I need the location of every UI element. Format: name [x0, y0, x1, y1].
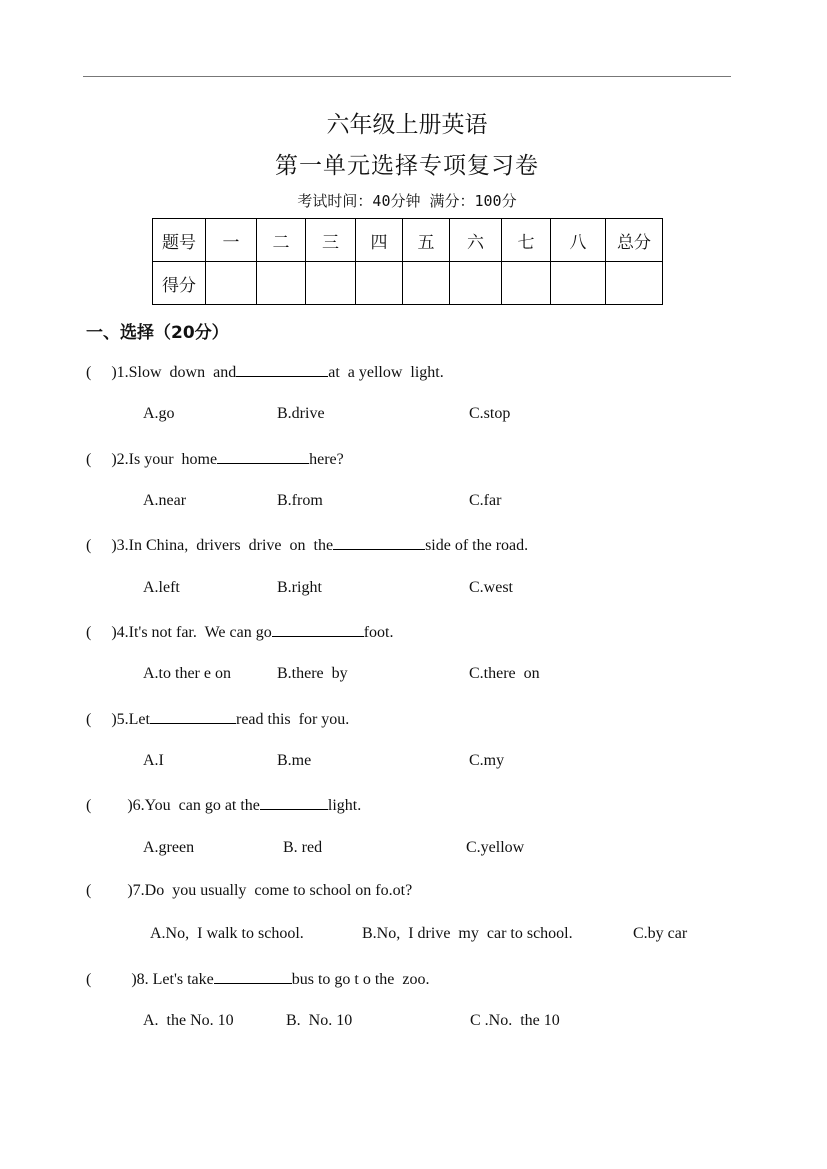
option-c: C.stop — [469, 405, 511, 422]
option-b: B. red — [283, 839, 323, 856]
page-subtitle: 第一单元选择专项复习卷 — [275, 153, 539, 178]
question-5 — [86, 709, 349, 729]
score-entry-cell[interactable] — [502, 262, 551, 305]
question-number: 6. — [132, 797, 145, 814]
question-text: light. — [327, 797, 362, 814]
option-c: C.west — [469, 579, 513, 596]
exam-info: 考试时间：40分钟 满分：100分 — [297, 192, 517, 210]
question-text: Let — [128, 711, 150, 728]
question-text: It's not far. We can go — [128, 624, 272, 641]
option-a: A.to ther e on — [143, 665, 231, 682]
score-entry-cell[interactable] — [356, 262, 403, 305]
question-8 — [86, 969, 430, 989]
answer-blank[interactable] — [236, 362, 328, 377]
question-3 — [86, 535, 528, 555]
option-c: C.yellow — [466, 839, 525, 856]
answer-paren[interactable]: ( ) — [86, 537, 117, 554]
question-text: Let's take — [148, 971, 214, 988]
answer-paren[interactable]: ( ) — [86, 971, 137, 988]
score-entry-cell[interactable] — [206, 262, 257, 305]
question-number: 2. — [116, 451, 129, 468]
question-text: here? — [309, 451, 344, 468]
question-text: Slow down and — [128, 364, 237, 381]
score-entry-cell[interactable] — [403, 262, 450, 305]
answer-blank[interactable] — [150, 709, 236, 724]
option-a: A.No, I walk to school. — [150, 925, 304, 942]
option-b: B.right — [277, 579, 322, 596]
option-b: B.No, I drive my car to school. — [362, 925, 573, 942]
option-a: A.I — [143, 752, 164, 769]
option-b: B.me — [277, 752, 312, 769]
question-text: at a yellow light. — [328, 364, 444, 381]
answer-paren[interactable]: ( ) — [86, 364, 117, 381]
header-rule — [83, 76, 731, 77]
score-table-cell: 五 — [403, 219, 450, 262]
score-table — [152, 218, 663, 305]
score-table-cell: 三 — [306, 219, 356, 262]
score-table-cell: 四 — [356, 219, 403, 262]
question-7 — [86, 882, 412, 900]
question-text: You can go at the — [144, 797, 260, 814]
score-table-cell: 六 — [450, 219, 502, 262]
question-2 — [86, 449, 344, 469]
question-text: Do you usually come to school on fo.ot? — [144, 882, 413, 899]
option-c: C.my — [469, 752, 505, 769]
answer-paren[interactable]: ( ) — [86, 624, 117, 641]
answer-paren[interactable]: ( ) — [86, 451, 117, 468]
option-c: C .No. the 10 — [470, 1012, 560, 1029]
question-number: 8. — [136, 971, 149, 988]
option-b: B.from — [277, 492, 323, 509]
score-entry-cell[interactable] — [606, 262, 663, 305]
question-text: read this for you. — [235, 711, 350, 728]
question-text: bus to go t o the zoo. — [291, 971, 430, 988]
option-a: A.near — [143, 492, 187, 509]
question-number: 4. — [116, 624, 129, 641]
score-table-score-row — [153, 262, 663, 305]
question-number: 3. — [116, 537, 129, 554]
score-table-cell: 总分 — [606, 219, 663, 262]
answer-blank[interactable] — [333, 535, 425, 550]
option-c: C.there on — [469, 665, 540, 682]
score-table-cell: 七 — [502, 219, 551, 262]
question-text: In China, drivers drive on the — [128, 537, 334, 554]
option-a: A.green — [143, 839, 195, 856]
score-entry-cell[interactable] — [306, 262, 356, 305]
option-a: A.left — [143, 579, 180, 596]
option-c: C.by car — [633, 925, 688, 942]
answer-blank[interactable] — [217, 449, 309, 464]
question-4 — [86, 622, 393, 642]
question-number: 5. — [116, 711, 129, 728]
score-table-cell: 二 — [257, 219, 306, 262]
question-text: foot. — [363, 624, 394, 641]
option-b: B. No. 10 — [286, 1012, 353, 1029]
option-c: C.far — [469, 492, 502, 509]
question-number: 1. — [116, 364, 129, 381]
answer-paren[interactable]: ( ) — [86, 711, 117, 728]
section-heading: 一、选择（20分） — [86, 323, 229, 343]
option-b: B.drive — [277, 405, 325, 422]
score-table-cell: 八 — [551, 219, 606, 262]
answer-paren[interactable]: ( ) — [86, 882, 133, 899]
score-entry-cell[interactable] — [257, 262, 306, 305]
score-entry-cell[interactable] — [551, 262, 606, 305]
answer-blank[interactable] — [214, 969, 292, 984]
answer-blank[interactable] — [260, 795, 328, 810]
score-entry-cell[interactable] — [450, 262, 502, 305]
question-text: Is your home — [128, 451, 218, 468]
option-a: A. the No. 10 — [143, 1012, 234, 1029]
question-number: 7. — [132, 882, 145, 899]
score-table-header-row — [153, 219, 663, 262]
question-6 — [86, 795, 361, 815]
answer-paren[interactable]: ( ) — [86, 797, 133, 814]
page-title: 六年级上册英语 — [326, 112, 488, 137]
score-table-cell: 一 — [206, 219, 257, 262]
question-text: side of the road. — [425, 537, 529, 554]
question-1 — [86, 362, 444, 382]
option-b: B.there by — [277, 665, 348, 682]
option-a: A.go — [143, 405, 175, 422]
score-table-cell: 题号 — [153, 219, 206, 262]
score-table-cell: 得分 — [153, 262, 206, 305]
answer-blank[interactable] — [272, 622, 364, 637]
